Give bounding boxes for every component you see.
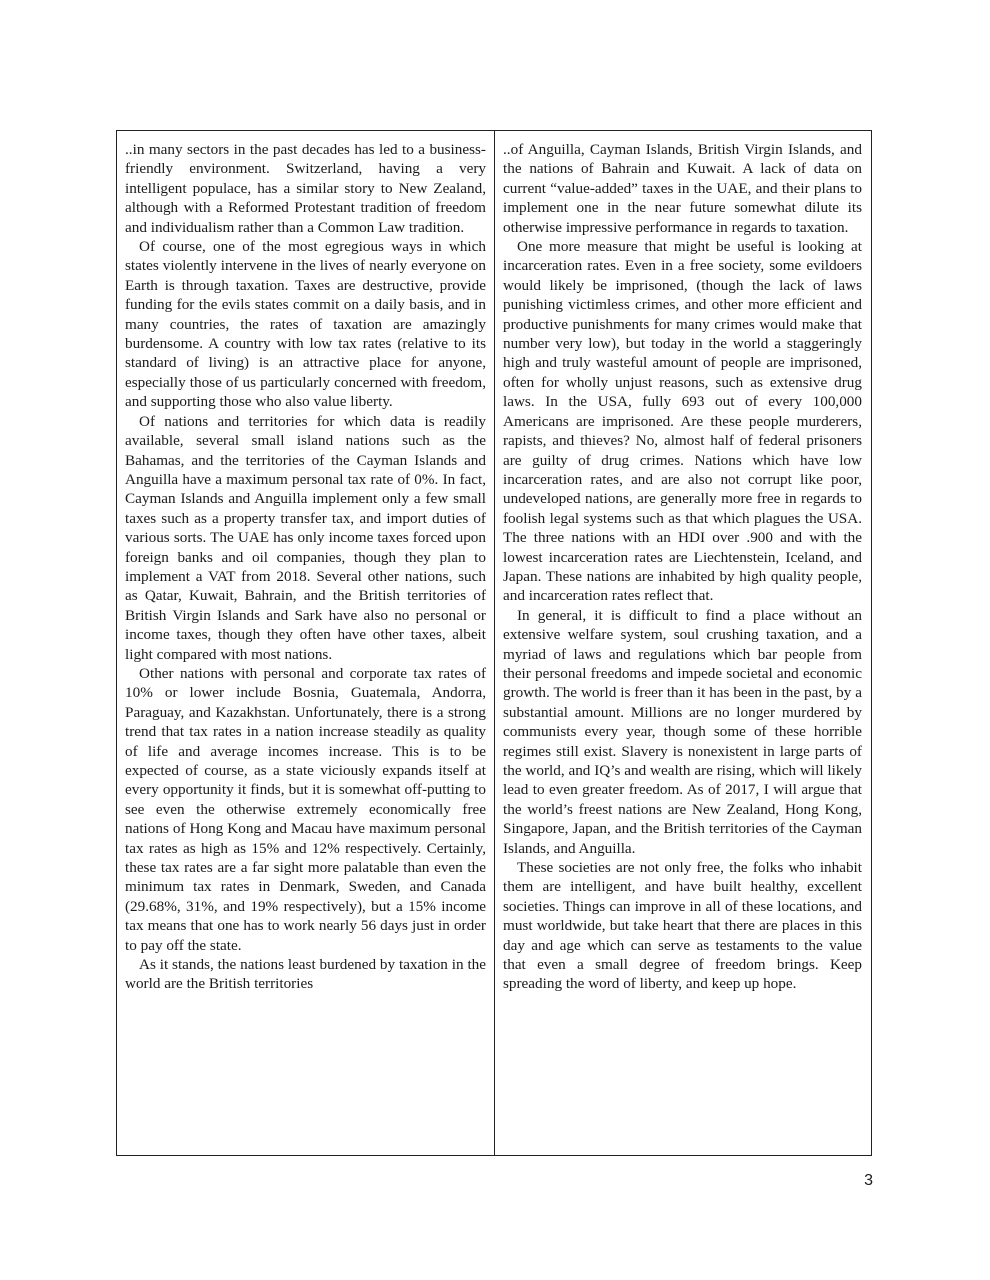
paragraph: ..in many sectors in the past decades has led to a business-friendly environment. Switzerland, having a very intelligent populace, has a similar story to New Zealand, although with a Reformed Protestant tradition of freedom and individualism rather than a Common Law tradition. bbox=[125, 141, 486, 236]
left-column bbox=[117, 131, 495, 1155]
two-column-text-frame bbox=[116, 130, 872, 1156]
paragraph: As it stands, the nations least burdened by taxation in the world are the British territories bbox=[125, 956, 486, 993]
page-number: 3 bbox=[864, 1172, 873, 1189]
paragraph: In general, it is difficult to find a place without an extensive welfare system, soul crushing taxation, and a myriad of laws and regulations which bar people from their personal freedoms and impede societal and economic growth. The world is freer than it has been in the past, by a substantial amount. Millions are no longer murdered by communists every year, though some of these horrible regimes still exist. Slavery is nonexistent in large parts of the world, and IQ’s and wealth are rising, which will likely lead to even greater freedom. As of 2017, I will argue that the world’s freest nations are New Zealand, Hong Kong, Singapore, Japan, and the British territories of the Cayman Islands, and Anguilla. bbox=[503, 606, 862, 857]
paragraph: These societies are not only free, the folks who inhabit them are intelligent, and have built healthy, excellent societies. Things can improve in all of these locations, and must worldwide, but take heart that there are places in this day and age which can serve as testaments to the value that even a small degree of freedom brings. Keep spreading the word of liberty, and keep up hope. bbox=[503, 859, 862, 993]
paragraph: Of course, one of the most egregious ways in which states violently intervene in the lives of nearly everyone on Earth is through taxation. Taxes are destructive, provide funding for the evils states commit on a daily basis, and in many countries, the rates of taxation are amazingly burdensome. A country with low tax rates (relative to its standard of living) is an attractive place for anyone, especially those of us particularly concerned with freedom, and supporting those who also value liberty. bbox=[125, 238, 486, 411]
paragraph: Of nations and territories for which data is readily available, several small island nations such as the Bahamas, and the territories of the Cayman Islands and Anguilla have a maximum personal tax rate of 0%. In fact, Cayman Islands and Anguilla implement only a few small taxes such as a property transfer tax, and import duties of various sorts. The UAE has only income taxes forced upon foreign banks and oil companies, though they plan to implement a VAT from 2018. Several other nations, such as Qatar, Kuwait, Bahrain, and the British territories of British Virgin Islands and Sark have also no personal or income taxes, though they often have other taxes, albeit light compared with most nations. bbox=[125, 412, 486, 663]
right-column bbox=[495, 131, 870, 1155]
paragraph: ..of Anguilla, Cayman Islands, British Virgin Islands, and the nations of Bahrain and Kuwait. A lack of data on current “value-added” taxes in the UAE, and their plans to implement one in the near future somewhat dilute its otherwise impressive performance in regards to taxation. bbox=[503, 141, 862, 236]
paragraph: One more measure that might be useful is looking at incarceration rates. Even in a free society, some evildoers would likely be imprisoned, (though the lack of laws punishing victimless crimes, and other more efficient and productive punishments for many crimes would make that number very low), but today in the world a staggeringly high and truly wasteful amount of people are imprisoned, often for wholly unjust reasons, such as extensive drug laws. In the USA, fully 693 out of every 100,000 Americans are imprisoned. Are these people murderers, rapists, and thieves? No, almost half of federal prisoners are guilty of drug crimes. Nations which have low incarceration rates, and are also not corrupt like poor, undeveloped nations, are generally more free in regards to foolish legal systems such as that which plagues the USA. The three nations with an HDI over .900 and with the lowest incarceration rates are Liechtenstein, Iceland, and Japan. These nations are inhabited by high quality people, and incarceration rates reflect that. bbox=[503, 238, 862, 605]
paragraph: Other nations with personal and corporate tax rates of 10% or lower include Bosnia, Guatemala, Andorra, Paraguay, and Kazakhstan. Unfortunately, there is a strong trend that tax rates in a nation increase steadily as quality of life and average incomes increase. This is to be expected of course, as a state viciously expands itself at every opportunity it finds, but it is somewhat off-putting to see even the otherwise extremely economically free nations of Hong Kong and Macau have maximum personal tax rates as high as 15% and 12% respectively. Certainly, these tax rates are a far sight more palatable than even the minimum tax rates in Denmark, Sweden, and Canada (29.68%, 31%, and 19% respectively), but a 15% income tax means that one has to work nearly 56 days just in order to pay off the state. bbox=[125, 664, 486, 954]
